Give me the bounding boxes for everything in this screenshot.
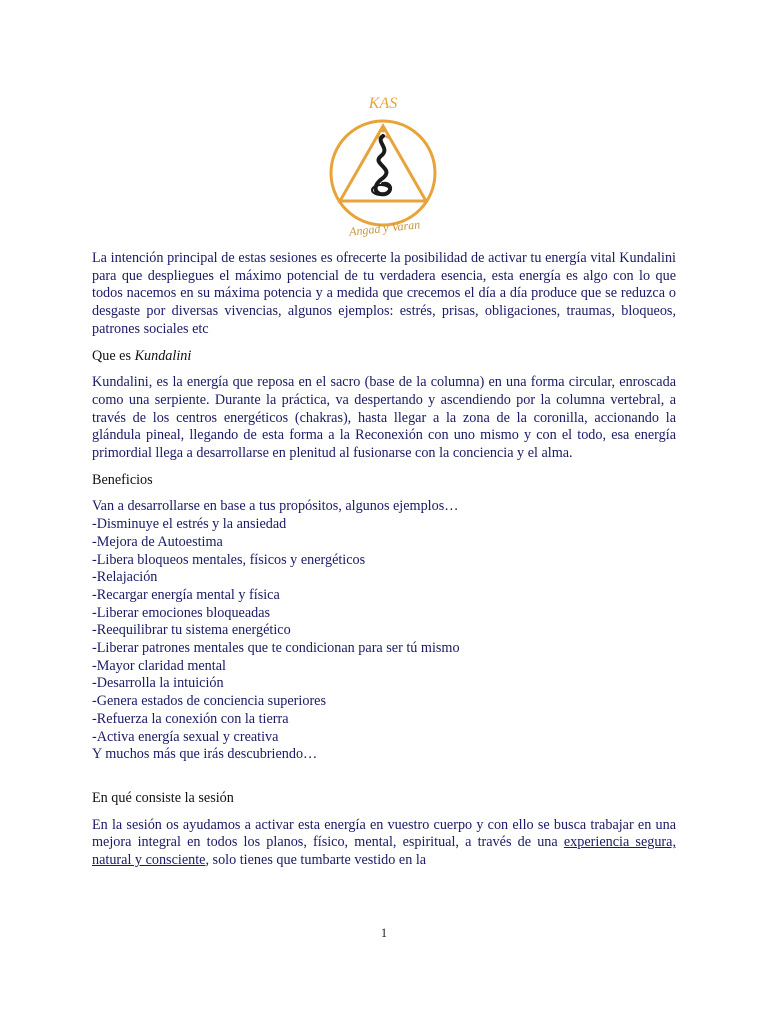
list-item: -Liberar emociones bloqueadas [92,604,271,621]
list-item: -Refuerza la conexión con la tierra [92,710,289,727]
benefits-closing: Y muchos más que irás descubriendo… [92,746,318,763]
list-item: -Disminuye el estrés y la ansiedad [92,516,287,533]
benefits-list [92,516,676,746]
list-item: -Mayor claridad mental [92,657,226,674]
logo-top-text: KAS [368,95,398,112]
heading-prefix: Que es [92,347,135,364]
session-text-start: En la sesión os ayudamos a activar esta energía en vuestro cuerpo y con ello se busca trabajar en una mejora integral en todos los planos, físico, mental, espiritual, a través de una [92,816,676,851]
session-paragraph [92,817,676,870]
list-item: -Liberar patrones mentales que te condicionan para ser tú mismo [92,640,460,657]
list-item: -Activa energía sexual y creativa [92,728,279,745]
intro-paragraph: La intención principal de estas sesiones es ofrecerte la posibilidad de activar tu energía vital Kundalini para que despliegues el máximo potencial de tu verdadera esencia, esta energía es algo con lo que todos nacemos en su máxima potencia y a medida que crecemos el día a día produce que se reduzca o desgaste por diversas vivencias, algunos ejemplos: estrés, prisas, obligaciones, traumas, bloqueos, patrones sociales etc [92,250,676,337]
section-heading-kundalini [92,348,676,366]
document-body [92,250,676,870]
heading-italic: Kundalini [134,347,192,364]
page-number: 1 [380,926,388,940]
kas-logo [305,86,461,246]
section-heading-beneficios: Beneficios [92,471,153,488]
list-item: -Reequilibrar tu sistema energético [92,622,291,639]
benefits-lead: Van a desarrollarse en base a tus propósitos, algunos ejemplos… [92,498,459,515]
list-item: -Relajación [92,569,158,586]
section-heading-sesion: En qué consiste la sesión [92,789,234,806]
kundalini-paragraph: Kundalini, es la energía que reposa en el sacro (base de la columna) en una forma circular, enroscada como una serpiente. Durante la práctica, va despertando y ascendiendo por la columna vertebral, a través de los centros energéticos (chakras), hasta llegar a la zona de la coronilla, accionando la glándula pineal, llegando de esta forma a la Reconexión con uno mismo y con el todo, esa energía primordial llega a desarrollarse en plenitud al fusionarse con la conciencia y el alma. [92,374,676,462]
list-item: -Desarrolla la intuición [92,675,224,692]
list-item: -Genera estados de conciencia superiores [92,693,326,710]
session-text-underlined: experiencia segura, natural y consciente [92,834,676,869]
list-item: -Libera bloqueos mentales, físicos y energéticos [92,551,366,568]
list-item: -Recargar energía mental y física [92,586,280,603]
logo-bottom-text: Angad y Varan [348,217,421,239]
session-text-end: , solo tienes que tumbarte vestido en la [205,852,427,869]
list-item: -Mejora de Autoestima [92,533,223,550]
